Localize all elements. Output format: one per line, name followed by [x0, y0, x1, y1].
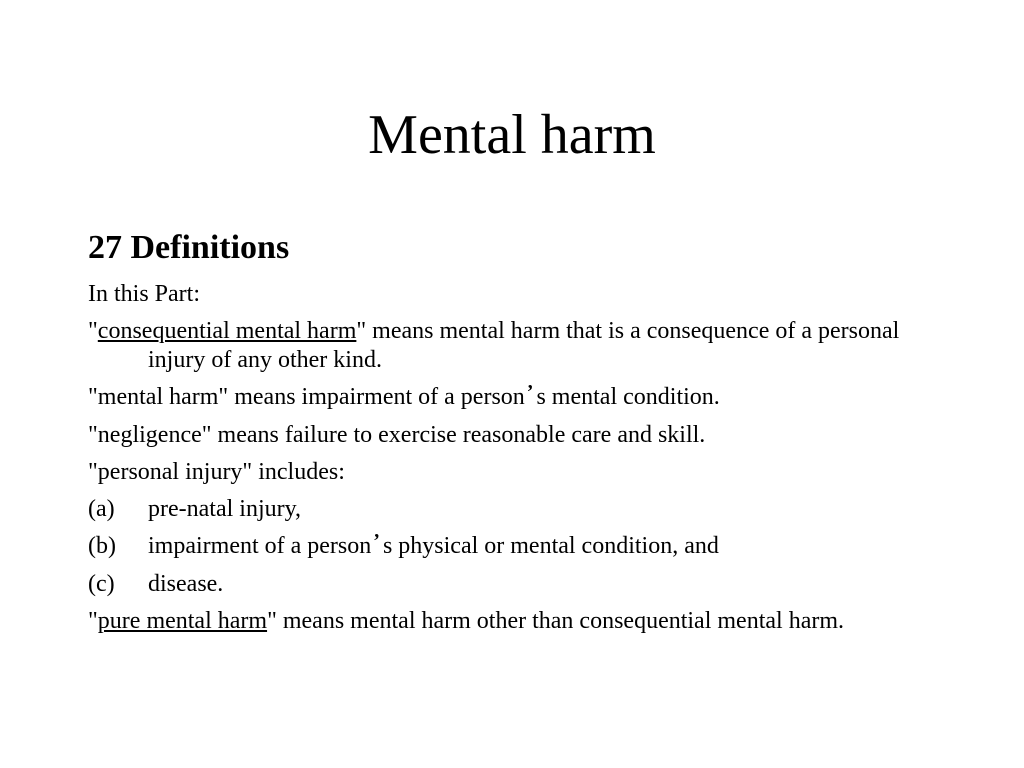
- intro-text: In this Part:: [88, 281, 200, 307]
- open-quote: ": [88, 318, 98, 344]
- term-pure-mental-harm: pure mental harm: [97, 608, 268, 634]
- item-text-before: impairment of a person: [148, 533, 372, 559]
- item-text: [148, 532, 719, 562]
- definitions-body: [88, 280, 948, 644]
- definition-text: " means mental harm that is a consequence of a personal injury of any other kind.: [148, 318, 900, 373]
- section-heading: 27 Definitions: [88, 229, 290, 266]
- definition-personal-injury: "personal injury" includes:: [88, 459, 345, 485]
- term-consequential-mental-harm: consequential mental harm: [97, 318, 357, 344]
- definition-negligence: "negligence" means failure to exercise reasonable care and skill.: [88, 422, 706, 448]
- definition-text-before: "mental harm" means impairment of a person: [88, 384, 525, 410]
- apostrophe: ’: [373, 530, 380, 552]
- definition-mental-harm: [88, 383, 948, 413]
- list-item-a: [88, 495, 948, 524]
- item-text: pre-natal injury,: [148, 496, 302, 522]
- item-text-after: s physical or mental condition, and: [382, 533, 719, 559]
- open-quote: ": [88, 608, 98, 634]
- definition-consequential-mental-harm: [88, 317, 948, 375]
- definition-text-after: s mental condition.: [536, 384, 720, 410]
- item-label: (a): [88, 496, 115, 522]
- slide-title: Mental harm: [368, 104, 656, 166]
- definition-pure-mental-harm: [88, 607, 948, 636]
- list-item-b: [88, 532, 948, 562]
- item-text: disease.: [148, 571, 224, 597]
- definition-text: " means mental harm other than consequential mental harm.: [267, 608, 844, 634]
- item-label: (c): [88, 571, 115, 597]
- apostrophe: ’: [526, 381, 534, 403]
- list-item-c: [88, 570, 948, 599]
- item-label: (b): [88, 533, 116, 559]
